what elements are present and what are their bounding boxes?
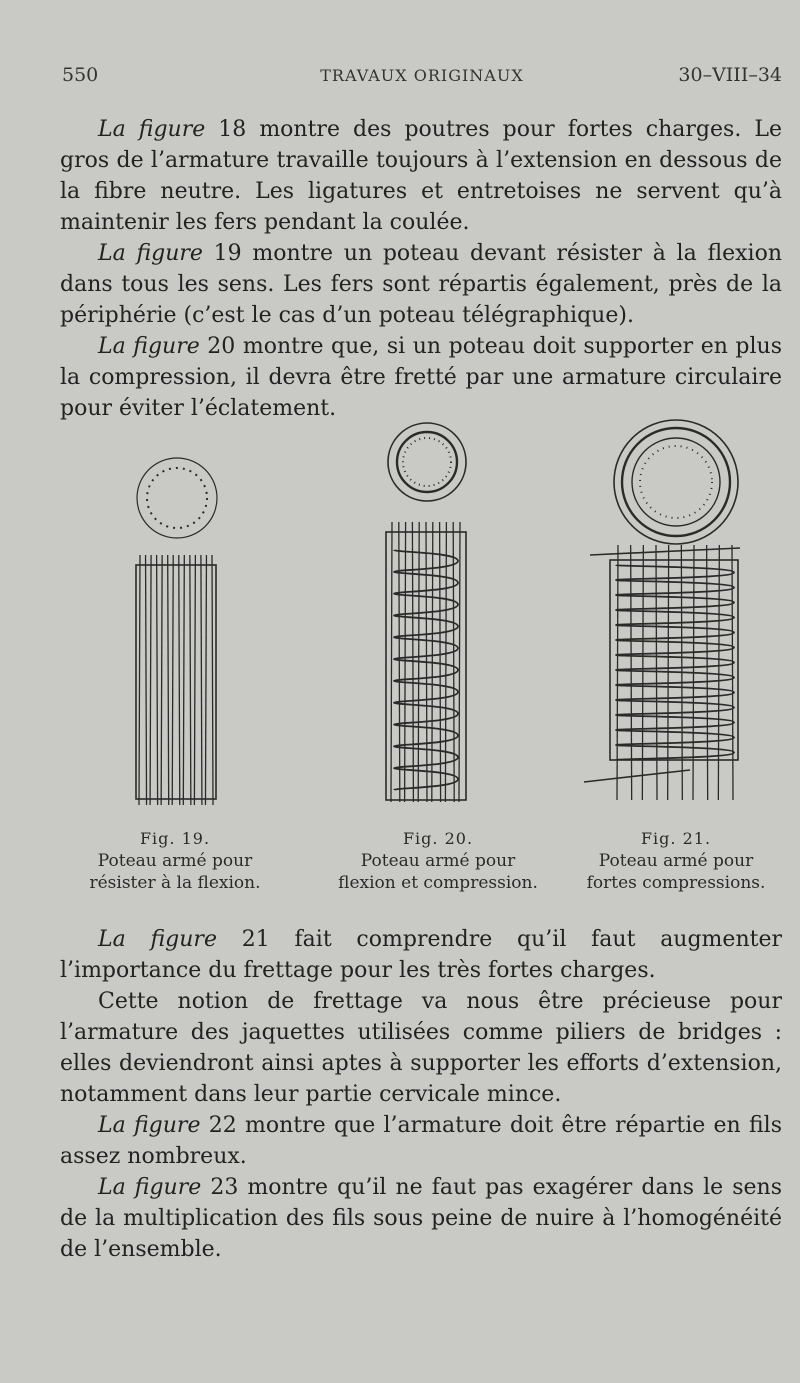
figure-ref: La figure — [98, 334, 200, 359]
paragraph-text: 20 montre que, si un poteau doit supporter en plus la compression, il devra être fretté par une armature circulaire pour éviter l’éclatement. — [60, 334, 783, 421]
rebar-line — [201, 555, 202, 805]
rebar-line — [391, 522, 392, 802]
rebar-line — [146, 555, 147, 805]
fig21-column-drawing — [584, 545, 740, 800]
paragraph — [60, 1110, 782, 1172]
caption-line: flexion et compression. — [338, 873, 538, 893]
paragraph-text: 23 montre qu’il ne faut pas exagérer dans le sens de la multiplication des fils sous peine de nuire à l’homogénéité de l’ensemble. — [60, 1175, 782, 1262]
rebar-line — [194, 555, 195, 805]
caption-line: résister à la flexion. — [89, 873, 261, 893]
figure-label: Fig. 21. — [640, 829, 712, 848]
figure-label: Fig. 20. — [402, 829, 474, 848]
paragraph-text: Cette notion de frettage va nous être précieuse pour l’armature des jaquettes utilisées comme piliers de bridges : elles deviendront ainsi aptes à supporter les efforts d’extension, notamment dans leur partie cervicale mince. — [60, 989, 782, 1107]
paragraph-text: 21 fait comprendre qu’il faut augmenter l’importance du frettage pour les très fortes charges. — [60, 927, 782, 983]
fig21-section-drawing — [614, 420, 738, 544]
paragraph-text: 22 montre que l’armature doit être répartie en fils assez nombreux. — [60, 1113, 782, 1169]
paragraph — [60, 924, 782, 986]
header-date: 30–VIII–34 — [678, 64, 782, 86]
caption-line: Poteau armé pour — [360, 851, 516, 871]
figure-label: Fig. 19. — [139, 829, 211, 848]
figure-ref: La figure — [98, 241, 203, 266]
rebar-line — [205, 555, 206, 805]
rebar-line — [157, 555, 158, 805]
rebar-line — [459, 522, 460, 802]
paragraph-text: 18 montre des poutres pour fortes charges. Le gros de l’armature travaille toujours à l’extension en dessous de la fibre neutre. Les ligatures et entretoises ne servent qu’à maintenir les fers pendant la coulée. — [60, 117, 782, 235]
rebar-line — [179, 555, 180, 805]
rebar-line — [212, 555, 213, 805]
rebar-line — [656, 545, 657, 800]
rebar-line — [642, 545, 643, 800]
caption-line: Poteau armé pour — [97, 851, 253, 871]
rebar-line — [617, 545, 618, 800]
paragraph — [60, 986, 782, 1110]
rebar-line — [190, 555, 191, 805]
figure-ref: La figure — [98, 1175, 202, 1200]
rebar-line — [172, 555, 173, 805]
fig19-caption — [60, 828, 290, 894]
rebar-line — [718, 545, 719, 800]
rebar-line — [405, 522, 406, 802]
fig19-column-drawing — [136, 555, 216, 805]
rebar-line — [139, 555, 140, 805]
rebar-line — [150, 555, 151, 805]
rebar-line — [161, 555, 162, 805]
rebar-line — [399, 522, 400, 802]
figure-ref: La figure — [98, 117, 206, 142]
rebar-line — [631, 545, 632, 800]
fig20-column-drawing — [386, 522, 466, 802]
rebar-line — [168, 555, 169, 805]
running-title: TRAVAUX ORIGINAUX — [320, 66, 524, 85]
rebar-line — [183, 555, 184, 805]
fig21-caption — [568, 828, 784, 894]
page-number: 550 — [62, 64, 99, 86]
bottom-text-block — [60, 924, 782, 1265]
rebar-line — [732, 545, 733, 800]
fig20-caption — [318, 828, 558, 894]
figure-ref: La figure — [98, 927, 217, 952]
fig20-section-drawing — [388, 423, 466, 501]
caption-line: fortes compressions. — [586, 873, 766, 893]
caption-line: Poteau armé pour — [598, 851, 754, 871]
paragraph-text: 19 montre un poteau devant résister à la flexion dans tous les sens. Les fers sont répartis également, près de la périphérie (c’est le cas d’un poteau télégraphique). — [60, 241, 782, 328]
figure-ref: La figure — [98, 1113, 201, 1138]
rebar-line — [445, 522, 446, 802]
rebar-line — [440, 522, 441, 802]
paragraph — [60, 1172, 782, 1265]
fig19-section-drawing — [137, 458, 217, 538]
